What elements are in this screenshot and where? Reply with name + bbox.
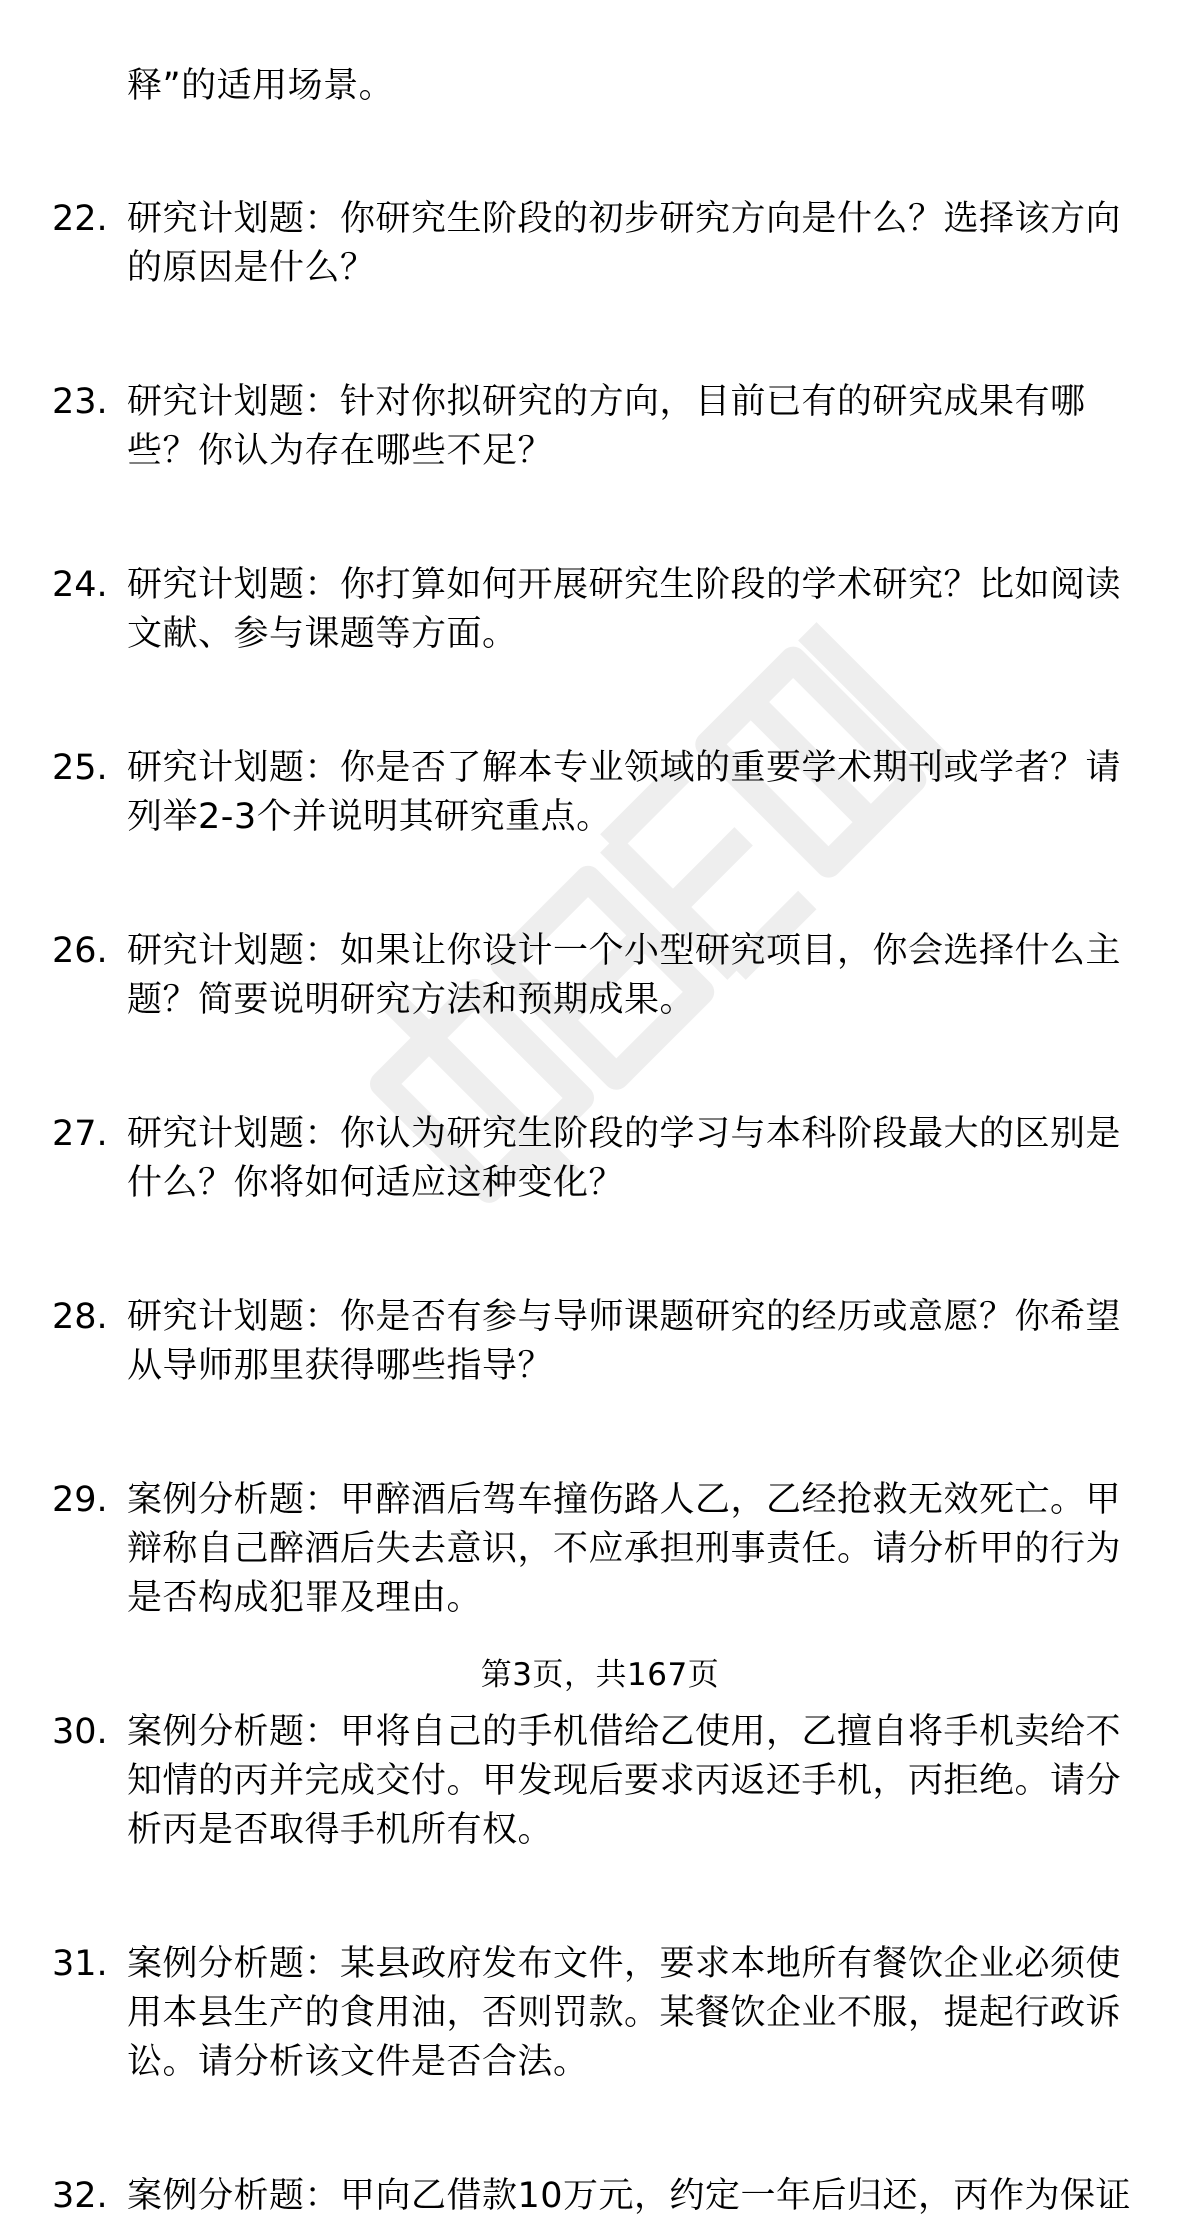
list-item — [0, 927, 1200, 1025]
item-text — [127, 378, 1147, 476]
item-text-line: 列举2-3个并说明其研究重点。 — [127, 797, 612, 837]
item-text-line: 题？简要说明研究方法和预期成果。 — [127, 980, 696, 1020]
item-text-line: 析丙是否取得手机所有权。 — [127, 1810, 554, 1850]
item-number: 25. — [52, 748, 108, 788]
item-text-line: 知情的丙并完成交付。甲发现后要求丙返还手机，丙拒绝。请分 — [127, 1761, 1122, 1801]
item-text-line: 用本县生产的食用油，否则罚款。某餐饮企业不服，提起行政诉 — [127, 1993, 1122, 2033]
item-number: 26. — [52, 931, 108, 971]
item-text-line: 什么？你将如何适应这种变化？ — [127, 1163, 625, 1203]
list-item — [0, 195, 1200, 293]
item-text — [127, 1110, 1147, 1208]
item-text-line: 案例分析题：甲醉酒后驾车撞伤路人乙，乙经抢救无效死亡。甲 — [127, 1480, 1122, 1520]
list-item — [0, 1293, 1200, 1391]
page-number-footer: 第3页，共167页 — [480, 1657, 720, 1693]
item-text — [127, 1708, 1147, 1855]
item-text — [127, 927, 1147, 1025]
item-number: 30. — [52, 1712, 108, 1752]
item-text-line: 研究计划题：你是否了解本专业领域的重要学术期刊或学者？请 — [127, 748, 1122, 788]
item-text — [127, 1293, 1147, 1391]
item-text-line: 案例分析题：甲将自己的手机借给乙使用，乙擅自将手机卖给不 — [127, 1712, 1122, 1752]
item-number: 29. — [52, 1480, 108, 1520]
item-text — [127, 744, 1147, 842]
continuation-text: 释”的适用场景。 — [127, 66, 395, 106]
item-number: 27. — [52, 1114, 108, 1154]
question-list — [0, 62, 1200, 2221]
item-text-line: 研究计划题：你打算如何开展研究生阶段的学术研究？比如阅读 — [127, 565, 1122, 605]
item-text-line: 是否构成犯罪及理由。 — [127, 1578, 483, 1618]
item-number: 23. — [52, 382, 108, 422]
item-text — [127, 1476, 1147, 1623]
item-text-line: 研究计划题：针对你拟研究的方向，目前已有的研究成果有哪 — [127, 382, 1086, 422]
item-number: 24. — [52, 565, 108, 605]
item-text-line: 文献、参与课题等方面。 — [127, 614, 518, 654]
list-item — [0, 561, 1200, 659]
item-number: 31. — [52, 1944, 108, 1984]
item-text-line: 研究计划题：你认为研究生阶段的学习与本科阶段最大的区别是 — [127, 1114, 1122, 1154]
item-text-line: 辩称自己醉酒后失去意识，不应承担刑事责任。请分析甲的行为 — [127, 1529, 1122, 1569]
item-number: 32. — [52, 2176, 108, 2216]
item-text-line: 些？你认为存在哪些不足？ — [127, 431, 554, 471]
list-item — [0, 1476, 1200, 1623]
item-text — [127, 561, 1147, 659]
list-item — [0, 1940, 1200, 2087]
item-text-line: 的原因是什么？ — [127, 248, 376, 288]
item-text-line: 案例分析题：甲向乙借款10万元，约定一年后归还，丙作为保证 — [127, 2176, 1132, 2216]
item-text-line: 研究计划题：你研究生阶段的初步研究方向是什么？选择该方向 — [127, 199, 1122, 239]
list-item — [0, 1110, 1200, 1208]
list-item — [0, 1708, 1200, 1855]
item-number: 22. — [52, 199, 108, 239]
list-item — [0, 378, 1200, 476]
item-text-line: 从导师那里获得哪些指导？ — [127, 1346, 554, 1386]
item-number: 28. — [52, 1297, 108, 1337]
item-text-line: 研究计划题：如果让你设计一个小型研究项目，你会选择什么主 — [127, 931, 1122, 971]
list-item — [0, 744, 1200, 842]
item-text-line: 讼。请分析该文件是否合法。 — [127, 2042, 589, 2082]
item-text-line: 案例分析题：某县政府发布文件，要求本地所有餐饮企业必须使 — [127, 1944, 1122, 1984]
item-text — [127, 2172, 1147, 2221]
item-text-line: 研究计划题：你是否有参与导师课题研究的经历或意愿？你希望 — [127, 1297, 1122, 1337]
item-text — [127, 1940, 1147, 2087]
item-text — [127, 195, 1147, 293]
list-item — [0, 2172, 1200, 2221]
